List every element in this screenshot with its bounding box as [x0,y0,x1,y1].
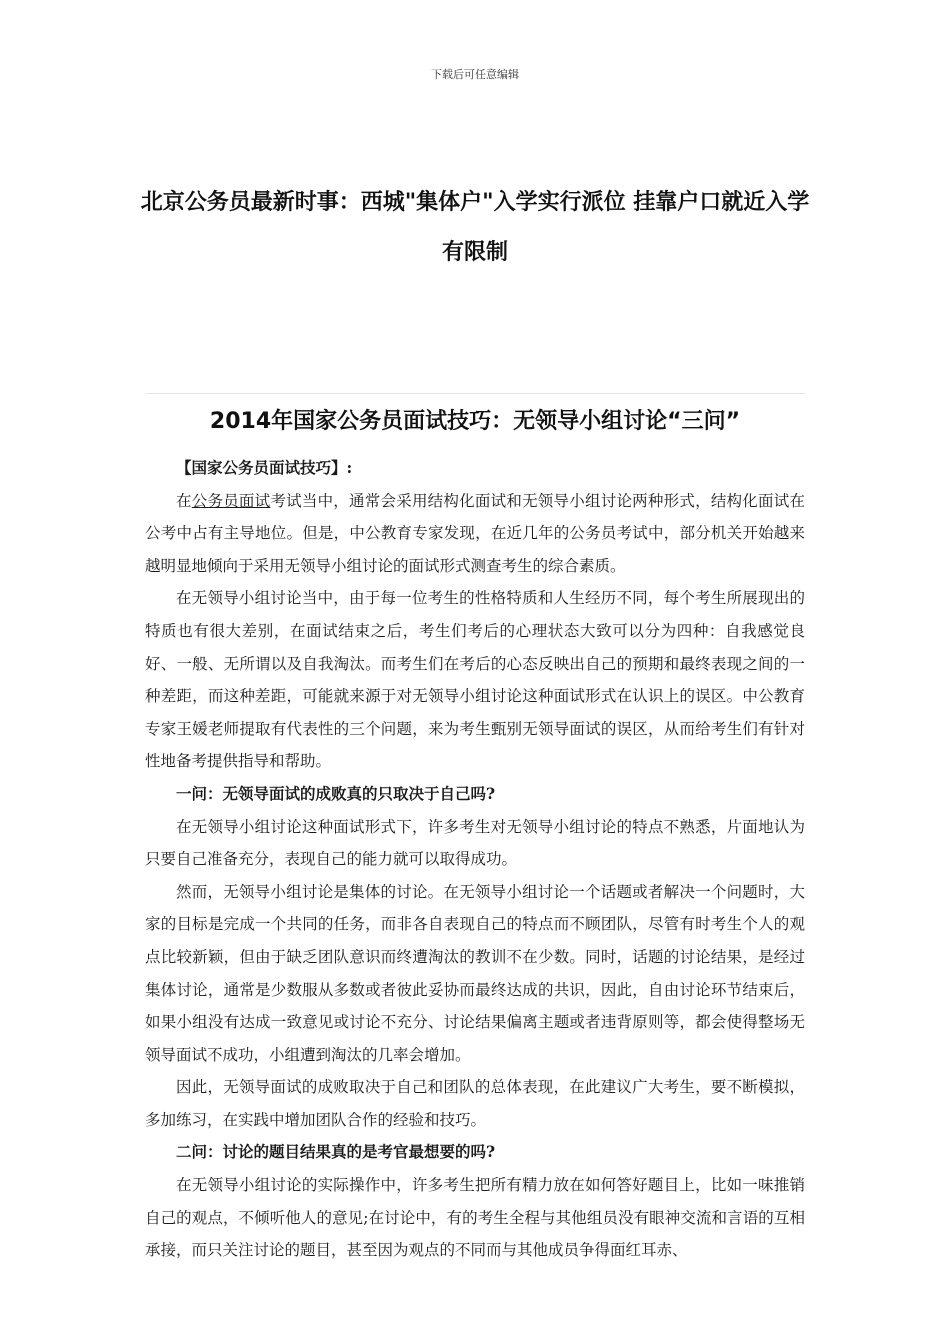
paragraph-5: 因此，无领导面试的成败取决于自己和团队的总体表现，在此建议广大考生，要不断模拟，多加练习，在实践中增加团队合作的经验和技巧。 [145,1078,805,1129]
article-body [145,452,805,1267]
paragraph-1-start: 在 [176,491,192,510]
paragraph-2: 在无领导小组讨论当中，由于每一位考生的性格特质和人生经历不同，每个考生所展现出的特质也有很大差别，在面试结束之后，考生们考后的心理状态大致可以分为四种：自我感觉良好、一般、无所谓以及自我淘汰。而考生们在考后的心态反映出自己的预期和最终表现之间的一种差距，而这种差距，可能就来源于对无领导小组讨论这种面试形式在认识上的误区。中公教育专家王媛老师提取有代表性的三个问题，来为考生甄别无领导面试的误区，从而给考生们有针对性地备考提供指导和帮助。 [145,589,805,771]
paragraph-1-rest: 考试当中，通常会采用结构化面试和无领导小组讨论两种形式，结构化面试在公考中占有主导地位。但是，中公教育专家发现，在近几年的公务员考试中，部分机关开始越来越明显地倾向于采用无领导小组讨论的面试形式测查考生的综合素质。 [145,491,805,575]
paragraph-6: 在无领导小组讨论的实际操作中，许多考生把所有精力放在如何答好题目上，比如一味推销自己的观点，不倾听他人的意见;在讨论中，有的考生全程与其他组员没有眼神交流和言语的互相承接，而只关注讨论的题目，甚至因为观点的不同而与其他成员争得面红耳赤、 [145,1176,805,1260]
header-note: 下载后可任意编辑 [431,68,519,81]
page-title: 北京公务员最新时事：西城"集体户"入学实行派位 挂靠户口就近入学有限制 [140,190,810,265]
section-divider [145,393,805,394]
civil-service-interview-link[interactable]: 公务员面试 [191,491,271,510]
question-1-heading: 一问：无领导面试的成败真的只取决于自己吗? [176,783,496,803]
article-lead: 【国家公务员面试技巧】: [176,458,353,477]
article-subtitle: 2014年国家公务员面试技巧：无领导小组讨论“三问” [209,409,741,434]
paragraph-3: 在无领导小组讨论这种面试形式下，许多考生对无领导小组讨论的特点不熟悉，片面地认为只要自己准备充分，表现自己的能力就可以取得成功。 [145,817,805,869]
question-2-heading: 二问：讨论的题目结果真的是考官最想要的吗? [176,1142,496,1162]
paragraph-1 [145,485,805,583]
paragraph-4: 然而，无领导小组讨论是集体的讨论。在无领导小组讨论一个话题或者解决一个问题时，大家的目标是完成一个共同的任务，而非各自表现自己的特点而不顾团队，尽管有时考生个人的观点比较新颖，但由于缺乏团队意识而终遭淘汰的教训不在少数。同时，话题的讨论结果，是经过集体讨论，通常是少数服从多数或者彼此妥协而最终达成的共识，因此，自由讨论环节结束后，如果小组没有达成一致意见或讨论不充分、讨论结果偏离主题或者违背原则等，都会使得整场无领导面试不成功，小组遭到淘汰的几率会增加。 [145,882,805,1064]
